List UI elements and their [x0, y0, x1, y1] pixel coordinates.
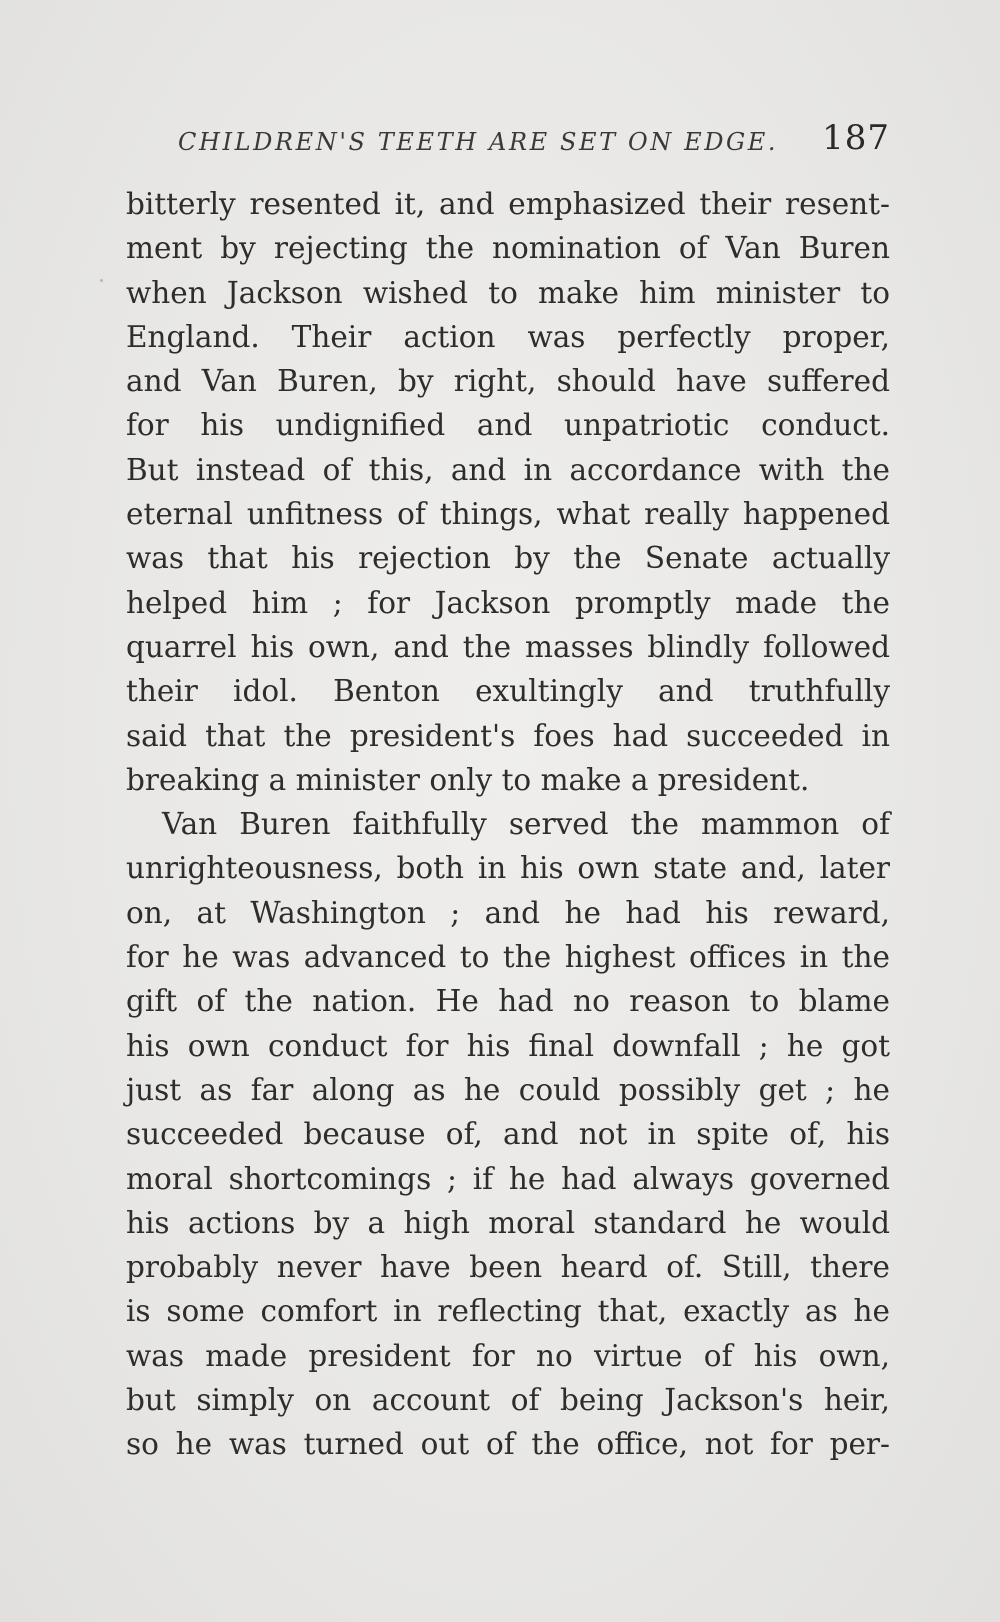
text-line: But instead of this, and in accordance with the — [126, 452, 890, 487]
text-line: eternal unfitness of things, what really happened — [126, 497, 890, 532]
text-line: is some comfort in reflecting that, exactly as he — [126, 1294, 890, 1329]
text-line: but simply on account of being Jackson's heir, — [126, 1383, 890, 1418]
text-line: for his undignified and unpatriotic conduct. — [126, 408, 890, 443]
text-line: succeeded because of, and not in spite of, his — [126, 1117, 890, 1152]
text-line: moral shortcomings ; if he had always governed — [126, 1161, 890, 1196]
text-line: so he was turned out of the office, not for per- — [126, 1427, 890, 1462]
text-line: just as far along as he could possibly get ; he — [126, 1072, 890, 1107]
text-line: breaking a minister only to make a president. — [126, 762, 810, 797]
text-line: was that his rejection by the Senate actually — [126, 541, 890, 576]
text-line: said that the president's foes had succeeded in — [126, 718, 890, 753]
text-line: for he was advanced to the highest offices in the — [126, 940, 890, 975]
text-line: on, at Washington ; and he had his reward, — [126, 895, 890, 930]
text-line: when Jackson wished to make him minister to — [126, 275, 890, 310]
text-line: England. Their action was perfectly proper, — [126, 319, 890, 354]
text-line: quarrel his own, and the masses blindly followed — [126, 629, 890, 664]
ink-speck — [100, 279, 103, 282]
page-number: 187 — [822, 118, 890, 158]
text-line: and Van Buren, by right, should have suffered — [126, 364, 890, 399]
text-line: helped him ; for Jackson promptly made the — [126, 585, 890, 620]
running-title: CHILDREN'S TEETH ARE SET ON EDGE. — [178, 128, 779, 156]
text-line: ment by rejecting the nomination of Van Buren — [126, 231, 890, 266]
text-line: his own conduct for his final downfall ; he got — [126, 1028, 890, 1063]
text-line: his actions by a high moral standard he would — [126, 1205, 890, 1240]
text-line: Van Buren faithfully served the mammon of — [162, 807, 890, 842]
body-text — [126, 182, 890, 1467]
text-line: bitterly resented it, and emphasized their resent- — [126, 187, 890, 221]
text-line: unrighteousness, both in his own state and, later — [126, 851, 890, 886]
running-head — [178, 118, 900, 168]
text-line: probably never have been heard of. Still, there — [126, 1250, 890, 1285]
text-line: gift of the nation. He had no reason to blame — [126, 984, 890, 1019]
text-line: their idol. Benton exultingly and truthfully — [126, 674, 890, 709]
text-line: was made president for no virtue of his own, — [126, 1338, 890, 1373]
